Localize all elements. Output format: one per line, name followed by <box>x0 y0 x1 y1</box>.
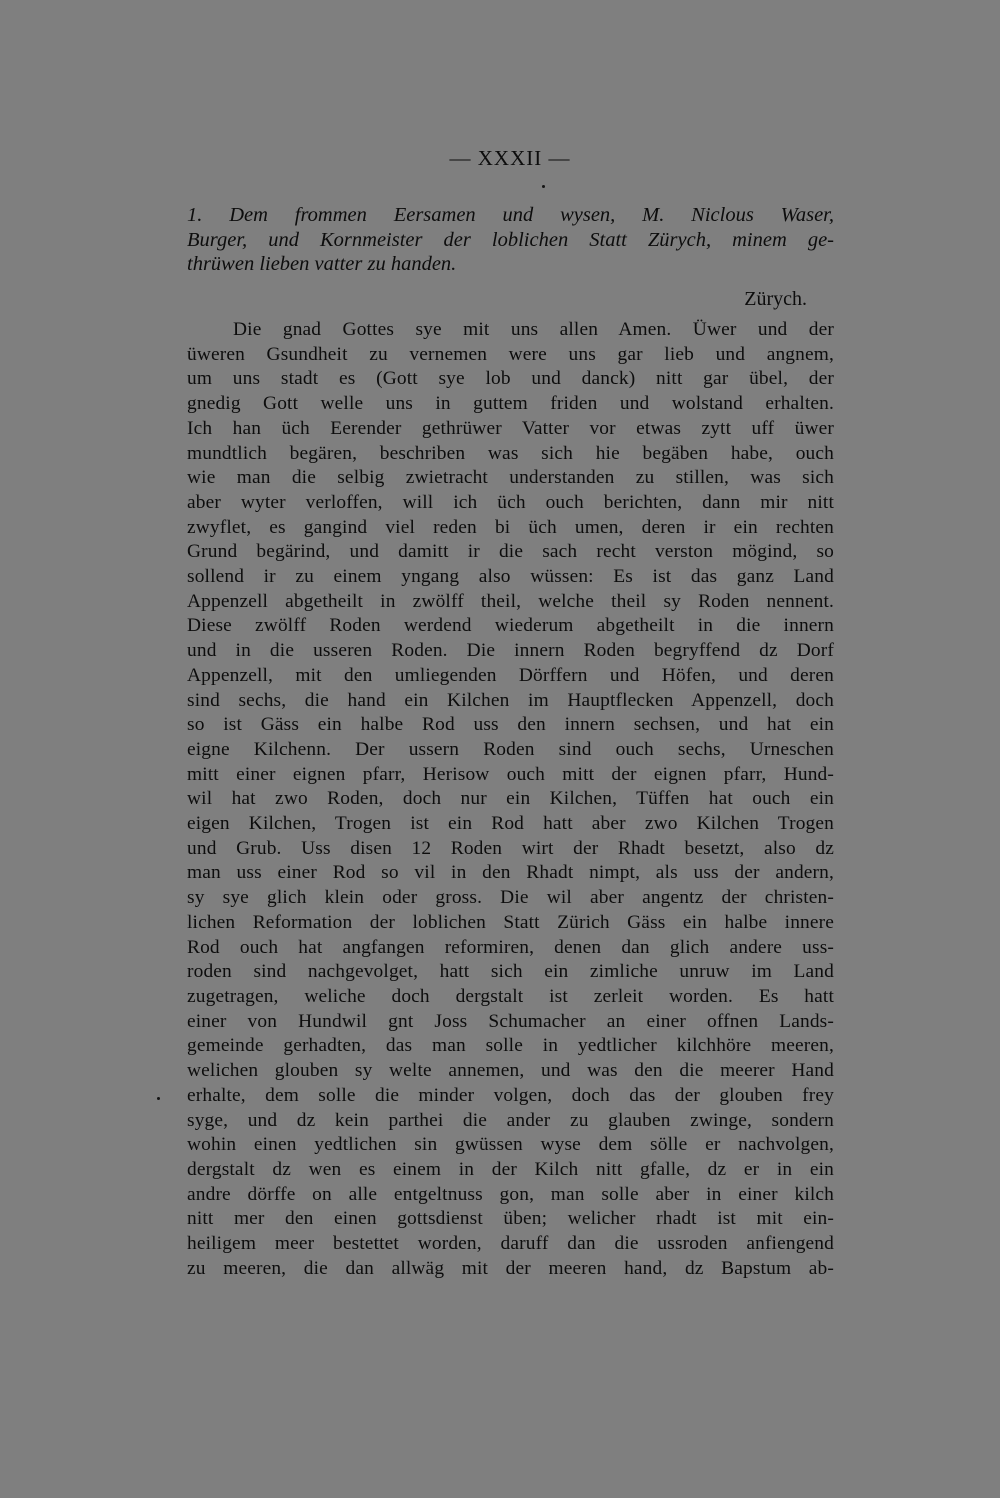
body-line: welichen glouben sy welte annemen, und was den die meerer Hand <box>187 1060 834 1082</box>
body-line: gemeinde gerhadten, das man solle in yedtlicher kilchhöre meeren, <box>187 1035 834 1057</box>
body-line: wil hat zwo Roden, doch nur ein Kilchen, Tüffen hat ouch ein <box>187 788 834 810</box>
body-line: und Grub. Uss disen 12 Roden wirt der Rhadt besetzt, also dz <box>187 837 834 859</box>
body-line: eigne Kilchenn. Der ussern Roden sind ouch sechs, Urneschen <box>187 738 834 760</box>
page-number: — XXXII — <box>449 146 571 170</box>
body-line: üweren Gsundheit zu vernemen were uns gar lieb und angnem, <box>187 343 834 365</box>
body-line: gnedig Gott welle uns in guttem friden und wolstand erhalten. <box>187 393 834 415</box>
body-line: mundtlich begären, beschriben was sich hie begäben habe, ouch <box>187 442 834 464</box>
body-line: Appenzell abgetheilt in zwölff theil, welche theil sy Roden nennent. <box>187 590 834 612</box>
body-line: und in die usseren Roden. Die innern Roden begryffend dz Dorf <box>187 640 834 662</box>
print-speck <box>157 1097 160 1100</box>
body-line: sind sechs, die hand ein Kilchen im Hauptflecken Appenzell, doch <box>187 689 834 711</box>
body-line: nitt mer den einen gottsdienst üben; welicher rhadt ist mit ein- <box>187 1208 834 1230</box>
body-line: aber wyter verloffen, will ich üch ouch berichten, dann mir nitt <box>187 491 834 513</box>
body-line: sy sye glich klein oder gross. Die wil aber angentz der christen- <box>187 887 834 909</box>
body-line: mitt einer eignen pfarr, Herisow ouch mitt der eignen pfarr, Hund- <box>187 763 834 785</box>
body-line: zugetragen, weliche doch dergstalt ist zerleit worden. Es hatt <box>187 985 834 1007</box>
body-line: zwyflet, es gangind viel reden bi üch umen, deren ir ein rechten <box>187 516 834 538</box>
heading-line: 1. Dem frommen Eersamen und wysen, M. Niclous Waser, <box>187 204 834 226</box>
body-line: lichen Reformation der loblichen Statt Zürich Gäss ein halbe innere <box>187 911 834 933</box>
print-speck <box>542 185 545 188</box>
body-line: um uns stadt es (Gott sye lob und danck) nitt gar übel, der <box>187 368 834 390</box>
body-line: man uss einer Rod so vil in den Rhadt nimpt, als uss der andern, <box>187 862 834 884</box>
body-line: Grund begärind, und damitt ir die sach recht verston mögind, so <box>187 541 834 563</box>
body-line: Appenzell, mit den umliegenden Dörffern und Höfen, und deren <box>187 664 834 686</box>
letter-body <box>187 318 834 1281</box>
body-line: roden sind nachgevolget, hatt sich ein zimliche unruw im Land <box>187 961 834 983</box>
body-line: sollend ir zu einem yngang also wüssen: Es ist das ganz Land <box>187 566 834 588</box>
letter-heading <box>187 203 834 277</box>
body-line: Ich han üch Eerender gethrüwer Vatter vor etwas zytt uff üwer <box>187 417 834 439</box>
body-line: Rod ouch hat angfangen reformiren, denen dan glich andere uss- <box>187 936 834 958</box>
body-line: eigen Kilchen, Trogen ist ein Rod hatt aber zwo Kilchen Trogen <box>187 813 834 835</box>
heading-line: Burger, und Kornmeister der loblichen Statt Zürych, minem ge- <box>187 228 834 251</box>
body-line: so ist Gäss ein halbe Rod uss den innern sechsen, und hat ein <box>187 714 834 736</box>
body-line: wohin einen yedtlichen sin gwüssen wyse dem sölle er nachvolgen, <box>187 1134 834 1156</box>
body-line: andre dörffe on alle entgeltnuss gon, man solle aber in einer kilch <box>187 1183 834 1205</box>
heading-line: thrüwen lieben vatter zu handen. <box>187 253 457 276</box>
body-line: dergstalt dz wen es einem in der Kilch nitt gfalle, dz er in ein <box>187 1158 834 1180</box>
body-line: Diese zwölff Roden werdend wiederum abgetheilt in die innern <box>187 615 834 637</box>
body-line: heiligem meer bestettet worden, daruff dan die ussroden anfiengend <box>187 1233 834 1255</box>
body-line: Die gnad Gottes sye mit uns allen Amen. Üwer und der <box>233 319 834 340</box>
body-line: syge, und dz kein parthei die ander zu glauben zwinge, sondern <box>187 1109 834 1131</box>
place-line: Zürych. <box>744 288 807 310</box>
body-line: wie man die selbig zwietracht understanden zu stillen, was sich <box>187 467 834 489</box>
body-line: zu meeren, die dan allwäg mit der meeren hand, dz Bapstum ab- <box>187 1257 834 1279</box>
body-line: einer von Hundwil gnt Joss Schumacher an einer offnen Lands- <box>187 1010 834 1032</box>
body-line: erhalte, dem solle die minder volgen, doch das der glouben frey <box>187 1084 834 1106</box>
